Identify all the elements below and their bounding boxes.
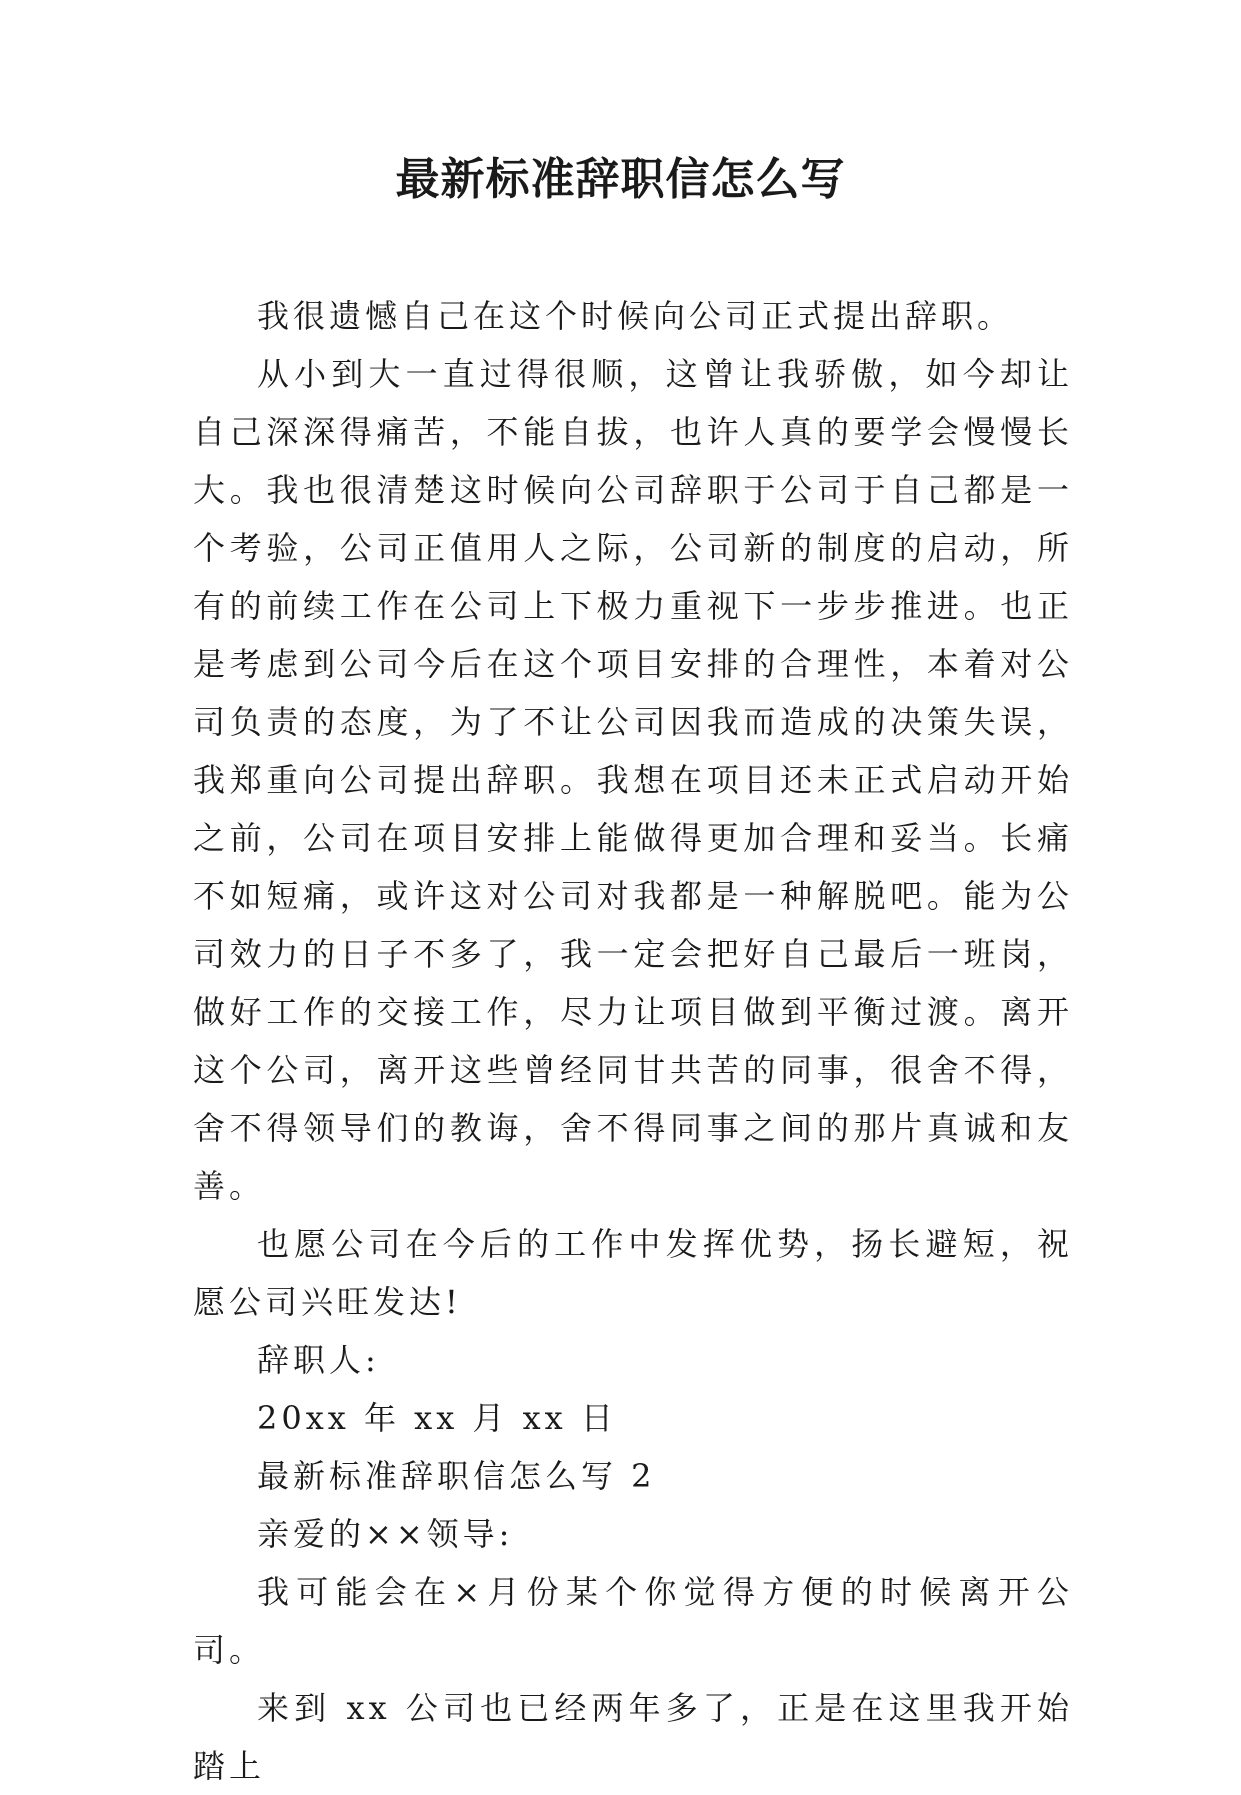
paragraph: 也愿公司在今后的工作中发挥优势，扬长避短，祝愿公司兴旺发达! bbox=[193, 1225, 1073, 1321]
paragraph: 我可能会在×月份某个你觉得方便的时候离开公司。 bbox=[193, 1573, 1073, 1669]
signature-label: 辞职人: bbox=[257, 1341, 380, 1379]
section-heading: 最新标准辞职信怎么写 2 bbox=[257, 1457, 656, 1495]
document-title: 最新标准辞职信怎么写 bbox=[395, 154, 846, 205]
paragraph: 我很遗憾自己在这个时候向公司正式提出辞职。 bbox=[257, 297, 1014, 335]
document-body bbox=[193, 287, 1073, 1795]
salutation: 亲爱的××领导: bbox=[257, 1515, 514, 1553]
date-line: 20xx 年 xx 月 xx 日 bbox=[257, 1399, 617, 1437]
paragraph: 从小到大一直过得很顺，这曾让我骄傲，如今却让自己深深得痛苦，不能自拔，也许人真的要学会慢慢长大。我也很清楚这时候向公司辞职于公司于自己都是一个考验，公司正值用人之际，公司新的制度的启动，所有的前续工作在公司上下极力重视下一步步推进。也正是考虑到公司今后在这个项目安排的合理性，本着对公司负责的态度，为了不让公司因我而造成的决策失误，我郑重向公司提出辞职。我想在项目还未正式启动开始之前，公司在项目安排上能做得更加合理和妥当。长痛不如短痛，或许这对公司对我都是一种解脱吧。能为公司效力的日子不多了，我一定会把好自己最后一班岗，做好工作的交接工作，尽力让项目做到平衡过渡。离开这个公司，离开这些曾经同甘共苦的同事，很舍不得，舍不得领导们的教诲，舍不得同事之间的那片真诚和友善。 bbox=[193, 355, 1073, 1205]
paragraph: 来到 xx 公司也已经两年多了，正是在这里我开始踏上 bbox=[193, 1689, 1073, 1785]
